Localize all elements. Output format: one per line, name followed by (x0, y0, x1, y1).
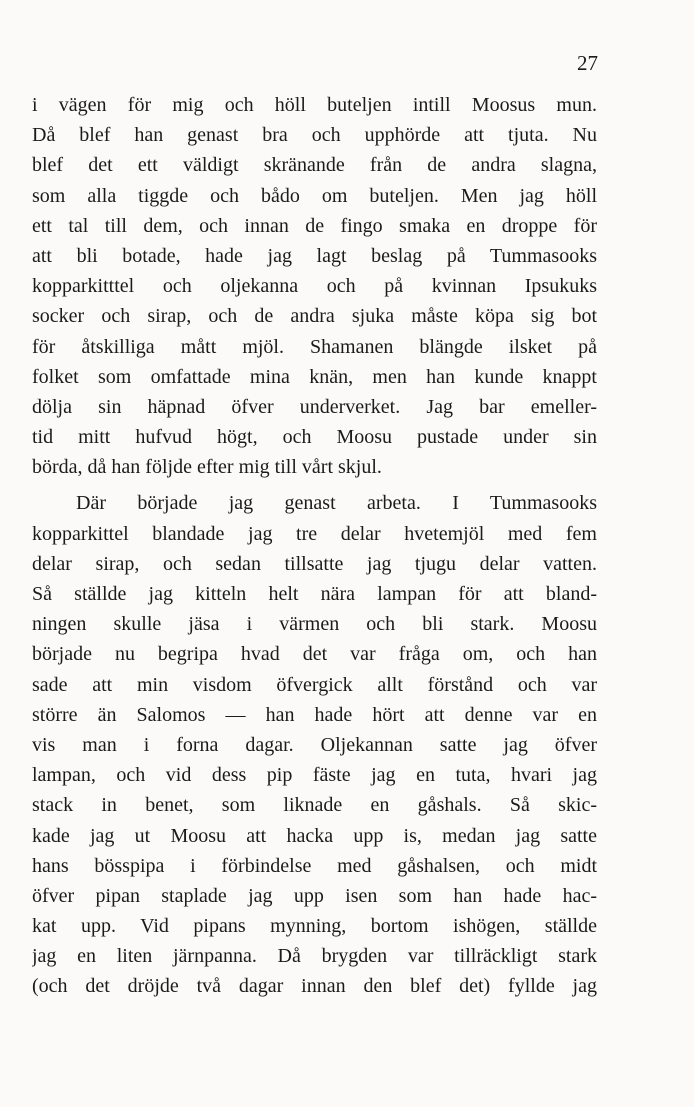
text-line: (och det dröjde två dagar innan den blef det) fyllde jag (32, 975, 597, 998)
text-line: folket som omfattade mina knän, men han kunde knappt (32, 365, 597, 388)
text-line: vis man i forna dagar. Oljekannan satte jag öfver (32, 733, 597, 756)
text-line: som alla tiggde och bådo om buteljen. Men jag höll (32, 184, 597, 207)
text-line: delar sirap, och sedan tillsatte jag tjugu delar vatten. (32, 552, 597, 575)
text-line: lampan, och vid dess pip fäste jag en tuta, hvari jag (32, 764, 597, 787)
text-line: ett tal till dem, och innan de fingo smaka en droppe för (32, 214, 597, 237)
text-line: blef det ett väldigt skränande från de andra slagna, (32, 154, 597, 177)
text-line: dölja sin häpnad öfver underverket. Jag bar emeller- (32, 395, 597, 418)
text-line: i vägen för mig och höll buteljen intill Moosus mun. (32, 94, 597, 116)
text-line: kopparkittel blandade jag tre delar hvetemjöl med fem (32, 522, 597, 545)
text-line: sade att min visdom öfvergick allt förstånd och var (32, 673, 597, 696)
paragraph (32, 90, 597, 482)
text-line: började nu begripa hvad det var fråga om, och han (32, 643, 597, 666)
text-line: Då blef han genast bra och upphörde att tjuta. Nu (32, 124, 597, 147)
paragraph (32, 488, 597, 1001)
text-line: tid mitt hufvud högt, och Moosu pustade under sin (32, 426, 597, 449)
text-line: stack in benet, som liknade en gåshals. Så skic- (32, 794, 597, 817)
text-line: jag en liten järnpanna. Då brygden var tillräckligt stark (32, 945, 597, 968)
page-number: 27 (577, 51, 598, 75)
text-line: Så ställde jag kitteln helt nära lampan för att bland- (32, 583, 597, 605)
text-line: för åtskilliga mått mjöl. Shamanen blängde ilsket på (32, 335, 597, 358)
text-line: socker och sirap, och de andra sjuka måste köpa sig bot (32, 305, 597, 328)
text-line: ningen skulle jäsa i värmen och bli stark. Moosu (32, 613, 597, 636)
text-line: att bli botade, hade jag lagt beslag på Tummasooks (32, 244, 597, 267)
body-text (32, 90, 597, 1002)
text-line: kat upp. Vid pipans mynning, bortom ishögen, ställde (32, 915, 597, 938)
text-line: kopparkitttel och oljekanna och på kvinnan Ipsukuks (32, 275, 597, 298)
text-line: kade jag ut Moosu att hacka upp is, medan jag satte (32, 824, 597, 847)
text-line: hans bösspipa i förbindelse med gåshalsen, och midt (32, 854, 597, 877)
text-line: större än Salomos — han hade hört att denne var en (32, 703, 597, 726)
text-line: öfver pipan staplade jag upp isen som han hade hac- (32, 884, 597, 907)
text-line: börda, då han följde efter mig till vårt skjul. (32, 456, 382, 479)
text-line: Där började jag genast arbeta. I Tummasooks (76, 492, 597, 515)
